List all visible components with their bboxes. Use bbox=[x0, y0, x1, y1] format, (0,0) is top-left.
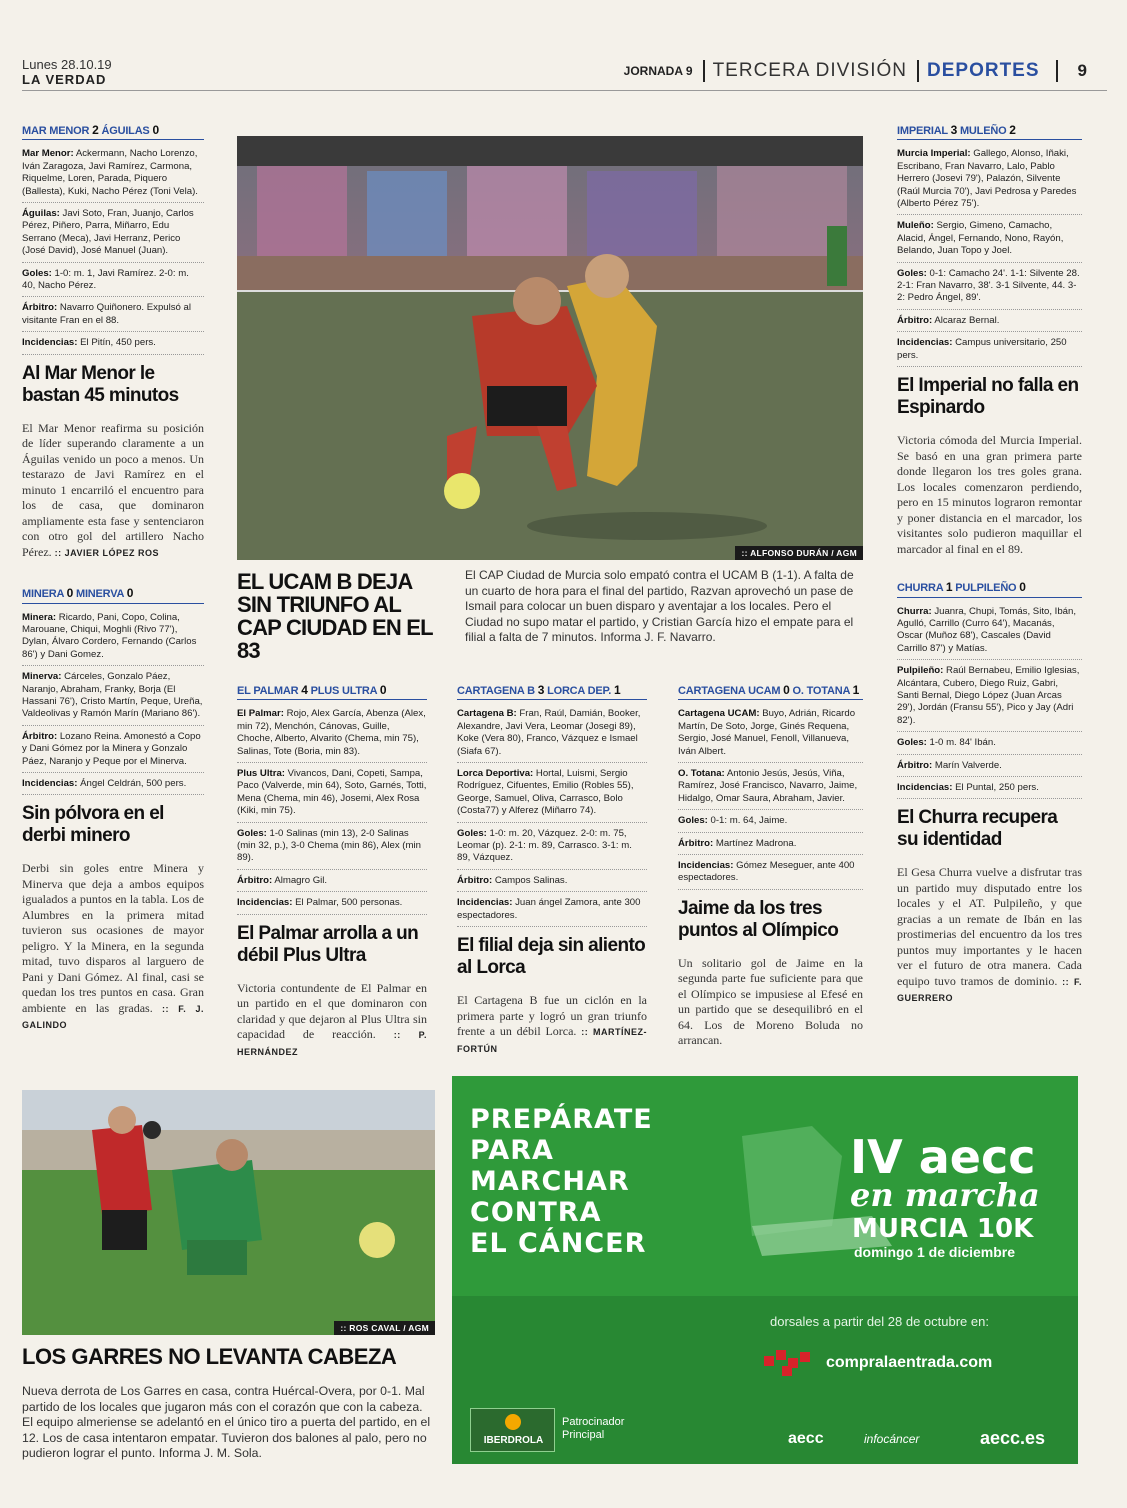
main-headline: EL UCAM B DEJA SIN TRIUNFO AL CAP CIUDAD EN EL 83 bbox=[237, 569, 433, 663]
goals: Goles: 1-0: m. 1, Javi Ramírez. 2-0: m. 40, Nacho Pérez. bbox=[22, 266, 204, 298]
bottom-photo bbox=[22, 1090, 435, 1335]
referee: Árbitro: Campos Salinas. bbox=[457, 873, 647, 892]
goals: Goles: 0-1: Camacho 24'. 1-1: Silvente 28. 2-1: Fran Navarro, 38'. 3-1 Silvente, 44. 3-2: Pedro Ángel, 89'. bbox=[897, 266, 1082, 310]
lineup-away: Águilas: Javi Soto, Fran, Juanjo, Carlos Pérez, Piñero, Parra, Miñarro, Edu Serrano (Meca), Javi Herranz, Perico (José David), José Manuel (Juan). bbox=[22, 206, 204, 263]
headline-cartagena-b: El filial deja sin aliento al Lorca bbox=[457, 935, 646, 979]
header-rule bbox=[22, 90, 1107, 91]
incidents: Incidencias: Juan ángel Zamora, ante 300 espectadores. bbox=[457, 895, 647, 927]
lineup-away: O. Totana: Antonio Jesús, Jesús, Viña, Ramírez, José Francisco, Navarro, Jaime, Hidalgo, Omar Saura, Abraham, Javier. bbox=[678, 766, 863, 810]
incidents: Incidencias: El Pitín, 450 pers. bbox=[22, 335, 204, 354]
incidents: Incidencias: El Puntal, 250 pers. bbox=[897, 780, 1082, 799]
ad-site-logo-icon bbox=[762, 1348, 822, 1378]
article-cartagena-b: El Cartagena B fue un ciclón en la primera parte y logró un gran triunfo frente a un débil Lorca. :: MARTÍNEZ-FORTÚN bbox=[457, 993, 648, 1054]
aecc-web-logo: aecc.es bbox=[980, 1428, 1046, 1448]
mid-column-1 bbox=[237, 684, 427, 1060]
ad-slogan: PREPÁRATE PARA MARCHAR CONTRA EL CÁNCER bbox=[470, 1104, 653, 1259]
result-el-palmar-plus-ultra: EL PALMAR 4 PLUS ULTRA 0 bbox=[237, 684, 427, 700]
right-column bbox=[897, 124, 1082, 1007]
incidents: Incidencias: El Palmar, 500 personas. bbox=[237, 895, 427, 914]
headline-el-palmar: El Palmar arrolla a un débil Plus Ultra bbox=[237, 922, 419, 966]
sponsor-label: Patrocinador Principal bbox=[562, 1416, 625, 1441]
ticket-icon bbox=[762, 1348, 822, 1378]
infocancer-logo: infocáncer bbox=[864, 1432, 920, 1446]
main-article: El CAP Ciudad de Murcia solo empató contra el UCAM B (1-1). A falta de un cuarto de hora para el final del partido, Razvan aprovechó un pase de Ismail para colocar un buen disparo y aventajar a los locales. Pero el Ciudad no supo matar el partido, y Cristian García hizo el empate para el filial a falta de 7 minutos. Informa J. F. Navarro. bbox=[465, 568, 854, 644]
ad-date: domingo 1 de diciembre bbox=[854, 1244, 1016, 1260]
lineup-away: Pulpileño: Raúl Bernabeu, Emilio Iglesias, Alcántara, Cubero, Diego Ruiz, Gabri, Santi Bernal, Diego López (Juan Arcas 29'), Jordán (Fransu 55'), Pico y Jay (Adri 82'). bbox=[897, 663, 1082, 732]
lineup-home: El Palmar: Rojo, Alex García, Abenza (Alex, min 72), Menchón, Cánovas, Guille, Choche, Alberto, Alvarito (Chema, min 75), Salinas, Tote (Boria, min 83). bbox=[237, 706, 427, 763]
referee: Árbitro: Navarro Quiñonero. Expulsó al visitante Fran en el 88. bbox=[22, 300, 204, 332]
goals: Goles: 1-0 Salinas (min 13), 2-0 Salinas (min 32, p.), 3-0 Chema (min 86), Alex (min 89). bbox=[237, 826, 427, 870]
photo-credit: :: ALFONSO DURÁN / AGM bbox=[735, 546, 863, 560]
referee: Árbitro: Martínez Madrona. bbox=[678, 836, 863, 855]
headline-churra: El Churra recupera su identidad bbox=[897, 807, 1058, 851]
lineup-away: Plus Ultra: Vivancos, Dani, Copeti, Sampa, Paco (Valverde, min 64), Soto, Garnés, Totti, Mena (Chema, min 46), Josemi, Alex Rosa (Kiki, min 75). bbox=[237, 766, 427, 823]
lineup-home: Cartagena UCAM: Buyo, Adrián, Ricardo Martín, De Soto, Jorge, Ginés Requena, Sergio, José Manuel, Fenoll, Villanueva, Iván Albert. bbox=[678, 706, 863, 763]
headline-cartagena-ucam: Jaime da los tres puntos al Olímpico bbox=[678, 897, 839, 941]
los-garres-match-photo bbox=[22, 1090, 435, 1335]
ad-dorsales: dorsales a partir del 28 de octubre en: bbox=[770, 1314, 989, 1329]
referee: Árbitro: Alcaraz Bernal. bbox=[897, 313, 1082, 332]
aecc-logo: aecc bbox=[788, 1430, 824, 1447]
headline-imperial: El Imperial no falla en Espinardo bbox=[897, 375, 1079, 419]
lineup-away: Muleño: Sergio, Gimeno, Camacho, Alacid, Ángel, Fernando, Nono, Rayón, Belando, Juan Topo y Joel. bbox=[897, 218, 1082, 262]
lineup-home: Minera: Ricardo, Pani, Copo, Colina, Marouane, Chiqui, Moghli (Rivo 77'), Dylan, Álvaro Cordero, Fernando (Carlos 86') y Dani Gomez. bbox=[22, 610, 204, 667]
ad-event-subtitle: en marcha bbox=[850, 1176, 1040, 1214]
page-number: 9 bbox=[1077, 61, 1087, 80]
result-mar-menor-aguilas: MAR MENOR 2 ÁGUILAS 0 bbox=[22, 124, 204, 140]
article-minera: Derbi sin goles entre Minera y Minerva que deja a ambos equipos igualados a puntos en la tabla. Los de Alumbres en la primera mitad tuvieron sus ocasiones de mayor peligro. Y la Minera, en la segunda mitad, tuvo disparos al larguero de Pani y Dani Gómez. Al final, casi se quedan los tres puntos en casa. Gran ambiente en las gradas. :: F. J. GALINDO bbox=[22, 861, 204, 1031]
lineup-home: Murcia Imperial: Gallego, Alonso, Iñaki, Escribano, Fran Navarro, Lalo, Pablo Herrero (Josevi 79'), Palazón, Silvente (Raúl Murcia 70'), Javi Pedrosa y Paredes (Alberto Pérez 75'). bbox=[897, 146, 1082, 215]
result-cartagena-ucam-totana: CARTAGENA UCAM 0 O. TOTANA 1 bbox=[678, 684, 863, 700]
goals: Goles: 1-0 m. 84' Ibán. bbox=[897, 735, 1082, 754]
goals: Goles: 0-1: m. 64, Jaime. bbox=[678, 813, 863, 832]
bottom-headline: LOS GARRES NO LEVANTA CABEZA bbox=[22, 1344, 397, 1369]
issue-date: Lunes 28.10.19 bbox=[22, 57, 112, 72]
ad-site[interactable]: compralaentrada.com bbox=[826, 1354, 993, 1371]
football-match-photo bbox=[237, 136, 863, 560]
main-photo bbox=[237, 136, 863, 560]
article-el-palmar: Victoria contundente de El Palmar en un partido en el que dominaron con claridad y que dejaron al Plus Ultra sin capacidad de reacción. :: P. HERNÁNDEZ bbox=[237, 980, 428, 1057]
ad-event-title: IV aecc bbox=[850, 1130, 1036, 1184]
left-column bbox=[22, 124, 204, 1034]
lineup-home: Cartagena B: Fran, Raúl, Damián, Booker, Alexandre, Javi Vera, Leomar (Josegi 89), Koke (Vera 80), Franco, Vázquez e Ismael (Siafa 67). bbox=[457, 706, 647, 763]
iberdrola-leaf-icon bbox=[505, 1414, 521, 1430]
article-cartagena-ucam: Un solitario gol de Jaime en la segunda parte fue suficiente para que el Olímpico se impusiese al Efesé en un partido que se desequilibró en el 64. Los de Moreno Boluda no arrancan. bbox=[678, 955, 863, 1048]
photo-credit: :: ROS CAVAL / AGM bbox=[334, 1321, 435, 1335]
referee: Árbitro: Almagro Gil. bbox=[237, 873, 427, 892]
result-minera-minerva: MINERA 0 MINERVA 0 bbox=[22, 587, 204, 603]
section-header bbox=[624, 60, 1087, 82]
article-mar-menor: El Mar Menor reafirma su posición de líder superando claramente a un Águilas venido un poco a menos. Un testarazo de Javi Ramírez en el minuto 1 encarriló el encuentro para los de casa, que dominaron ampliamente esta fase y sentenciaron con otro gol del artillero Nacho Pérez. :: JAVIER LÓPEZ ROS bbox=[22, 420, 204, 559]
ad-city: MURCIA 10K bbox=[852, 1214, 1034, 1244]
jornada-label: JORNADA 9 bbox=[623, 64, 693, 78]
article-churra: El Gesa Churra vuelve a disfrutar tras un partido muy disputado entre los locales y el AT. Pulpileño, y que gracias a un remate de Ibán en las prostimerias del encuentro da los tres puntos muy importantes y le hacen ver el futuro de otra manera. Cada equipo tuvo tramos de dominio. :: F. GUERRERO bbox=[897, 865, 1083, 1004]
incidents: Incidencias: Campus universitario, 250 pers. bbox=[897, 335, 1082, 367]
lineup-home: Mar Menor: Ackermann, Nacho Lorenzo, Iván Zaragoza, Javi Ramírez, Carmona, Riquelme, Loren, Parada, Piquero (Ballesta), Kuki, Nacho Pérez (Toni Vela). bbox=[22, 146, 204, 203]
mid-column-2 bbox=[457, 684, 647, 1057]
result-cartagena-b-lorca: CARTAGENA B 3 LORCA DEP. 1 bbox=[457, 684, 647, 700]
lineup-away: Minerva: Cárceles, Gonzalo Páez, Naranjo, Abraham, Franky, Borja (El Hassani 76'), Cristo Martín, Peque, Ureña, Valdeolivas y Ramón Marín (Mariano 86'). bbox=[22, 669, 204, 726]
section-label: DEPORTES bbox=[917, 60, 1058, 82]
newspaper-name: LA VERDAD bbox=[22, 72, 107, 87]
headline-minera: Sin pólvora en el derbi minero bbox=[22, 803, 164, 847]
goals: Goles: 1-0: m. 20, Vázquez. 2-0: m. 75, Leomar (p). 2-1: m. 89, Carrasco. 3-1: m. 89, Vázquez. bbox=[457, 826, 647, 870]
lineup-away: Lorca Deportiva: Hortal, Luismi, Sergio Rodríguez, Cifuentes, Emilio (Robles 55), George, Samuel, Oliva, Carrasco, Bolo (Costa77) y Alferez (Miñarro 74). bbox=[457, 766, 647, 823]
referee: Árbitro: Lozano Reina. Amonestó a Copo y Dani Gómez por la Minera y Gonzalo Páez, Naranjo y Peque por el Minerva. bbox=[22, 729, 204, 773]
division-label: TERCERA DIVISIÓN bbox=[703, 60, 907, 82]
lineup-home: Churra: Juanra, Chupi, Tomás, Sito, Ibán, Agulló, Carrillo (Curro 64'), Macanás, Oscar (Muñoz 68'), Cascales (David Carrillo 87') y Matías. bbox=[897, 604, 1082, 661]
sponsor-logo: IBERDROLA bbox=[470, 1408, 555, 1452]
headline-mar-menor: Al Mar Menor le bastan 45 minutos bbox=[22, 362, 179, 406]
incidents: Incidencias: Ángel Celdrán, 500 pers. bbox=[22, 776, 204, 795]
referee: Árbitro: Marín Valverde. bbox=[897, 758, 1082, 777]
incidents: Incidencias: Gómez Meseguer, ante 400 espectadores. bbox=[678, 858, 863, 890]
mid-column-3 bbox=[678, 684, 863, 1049]
aecc-advertisement[interactable] bbox=[452, 1076, 1078, 1464]
article-imperial: Victoria cómoda del Murcia Imperial. Se basó en una gran primera parte donde llegaron los tres goles grana. Los locales comenzaron perdiendo, pero en 15 minutos lograron remontar y poner distancia en el marcador, los visitantes solo pudieron maquillar el marcador al final en el 89. bbox=[897, 433, 1082, 556]
bottom-article: Nueva derrota de Los Garres en casa, contra Huércal-Overa, por 0-1. Mal partido de los locales que jugaron más con el corazón que con la cabeza. El equipo almeriense se adelantó en el único tiro a puerta del partido, en el 12. Los de casa intentaron empatar. Tuvieron dos balones al palo, pero no pudieron lograr el punto. Informa J. M. Sola. bbox=[22, 1384, 431, 1460]
result-churra-pulpileno: CHURRA 1 PULPILEÑO 0 bbox=[897, 581, 1082, 597]
result-imperial-muleno: IMPERIAL 3 MULEÑO 2 bbox=[897, 124, 1082, 140]
